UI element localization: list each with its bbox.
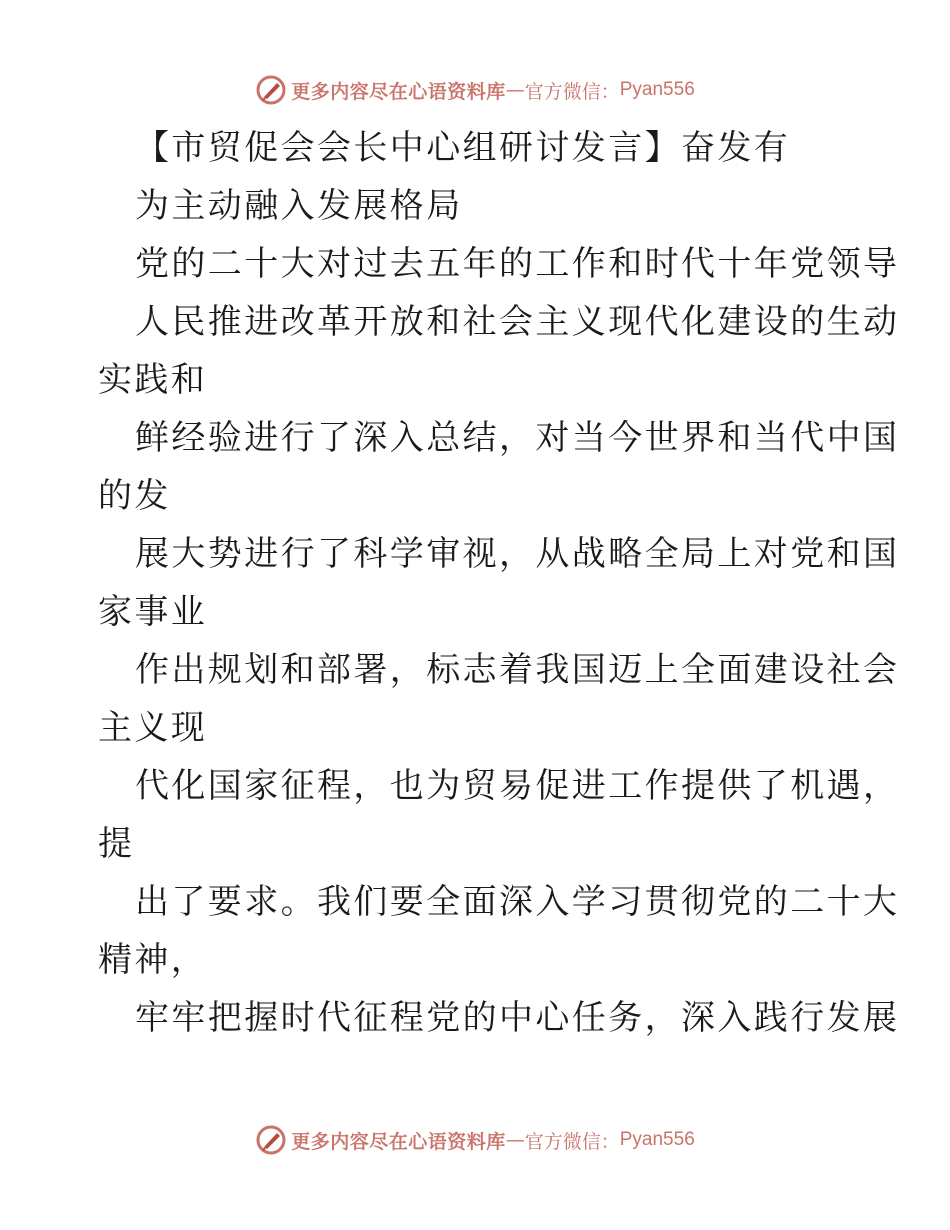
text-line: 牢牢把握时代征程党的中心任务，深入践行发展 xyxy=(135,998,900,1038)
banner-separator: — xyxy=(505,1129,525,1151)
document-title-line-1: 【市贸促会会长中心组研讨发言】奋发有 xyxy=(135,128,791,168)
text-line: 鲜经验进行了深入总结，对当今世界和当代中国 xyxy=(135,418,900,458)
text-line: 作出规划和部署，标志着我国迈上全面建设社会 xyxy=(135,650,900,690)
banner-wechat-id: Pyan556 xyxy=(619,79,695,100)
text-line: 主义现 xyxy=(98,708,208,748)
pen-logo-icon xyxy=(255,74,287,106)
banner-main-text: 更多内容尽在心语资料库 xyxy=(291,80,506,103)
banner-wechat-label: 官方微信： xyxy=(524,1130,620,1153)
text-line: 家事业 xyxy=(98,592,208,632)
banner-separator: — xyxy=(505,79,525,101)
text-line: 提 xyxy=(98,824,135,864)
text-line: 人民推进改革开放和社会主义现代化建设的生动 xyxy=(135,302,900,342)
text-line: 代化国家征程，也为贸易促进工作提供了机遇， xyxy=(135,766,900,806)
banner-wechat-label: 官方微信： xyxy=(524,80,620,103)
text-line: 展大势进行了科学审视，从战略全局上对党和国 xyxy=(135,534,900,574)
text-line: 出了要求。我们要全面深入学习贯彻党的二十大 xyxy=(135,882,900,922)
text-line: 党的二十大对过去五年的工作和时代十年党领导 xyxy=(135,244,900,284)
header-banner xyxy=(0,70,950,110)
document-title-line-2: 为主动融入发展格局 xyxy=(135,186,463,226)
footer-banner xyxy=(0,1120,950,1160)
text-line: 的发 xyxy=(98,476,171,516)
pen-logo-icon xyxy=(255,1124,287,1156)
banner-main-text: 更多内容尽在心语资料库 xyxy=(291,1130,506,1153)
text-line: 实践和 xyxy=(98,360,208,400)
text-line: 精神， xyxy=(98,940,208,980)
banner-wechat-id: Pyan556 xyxy=(619,1129,695,1150)
